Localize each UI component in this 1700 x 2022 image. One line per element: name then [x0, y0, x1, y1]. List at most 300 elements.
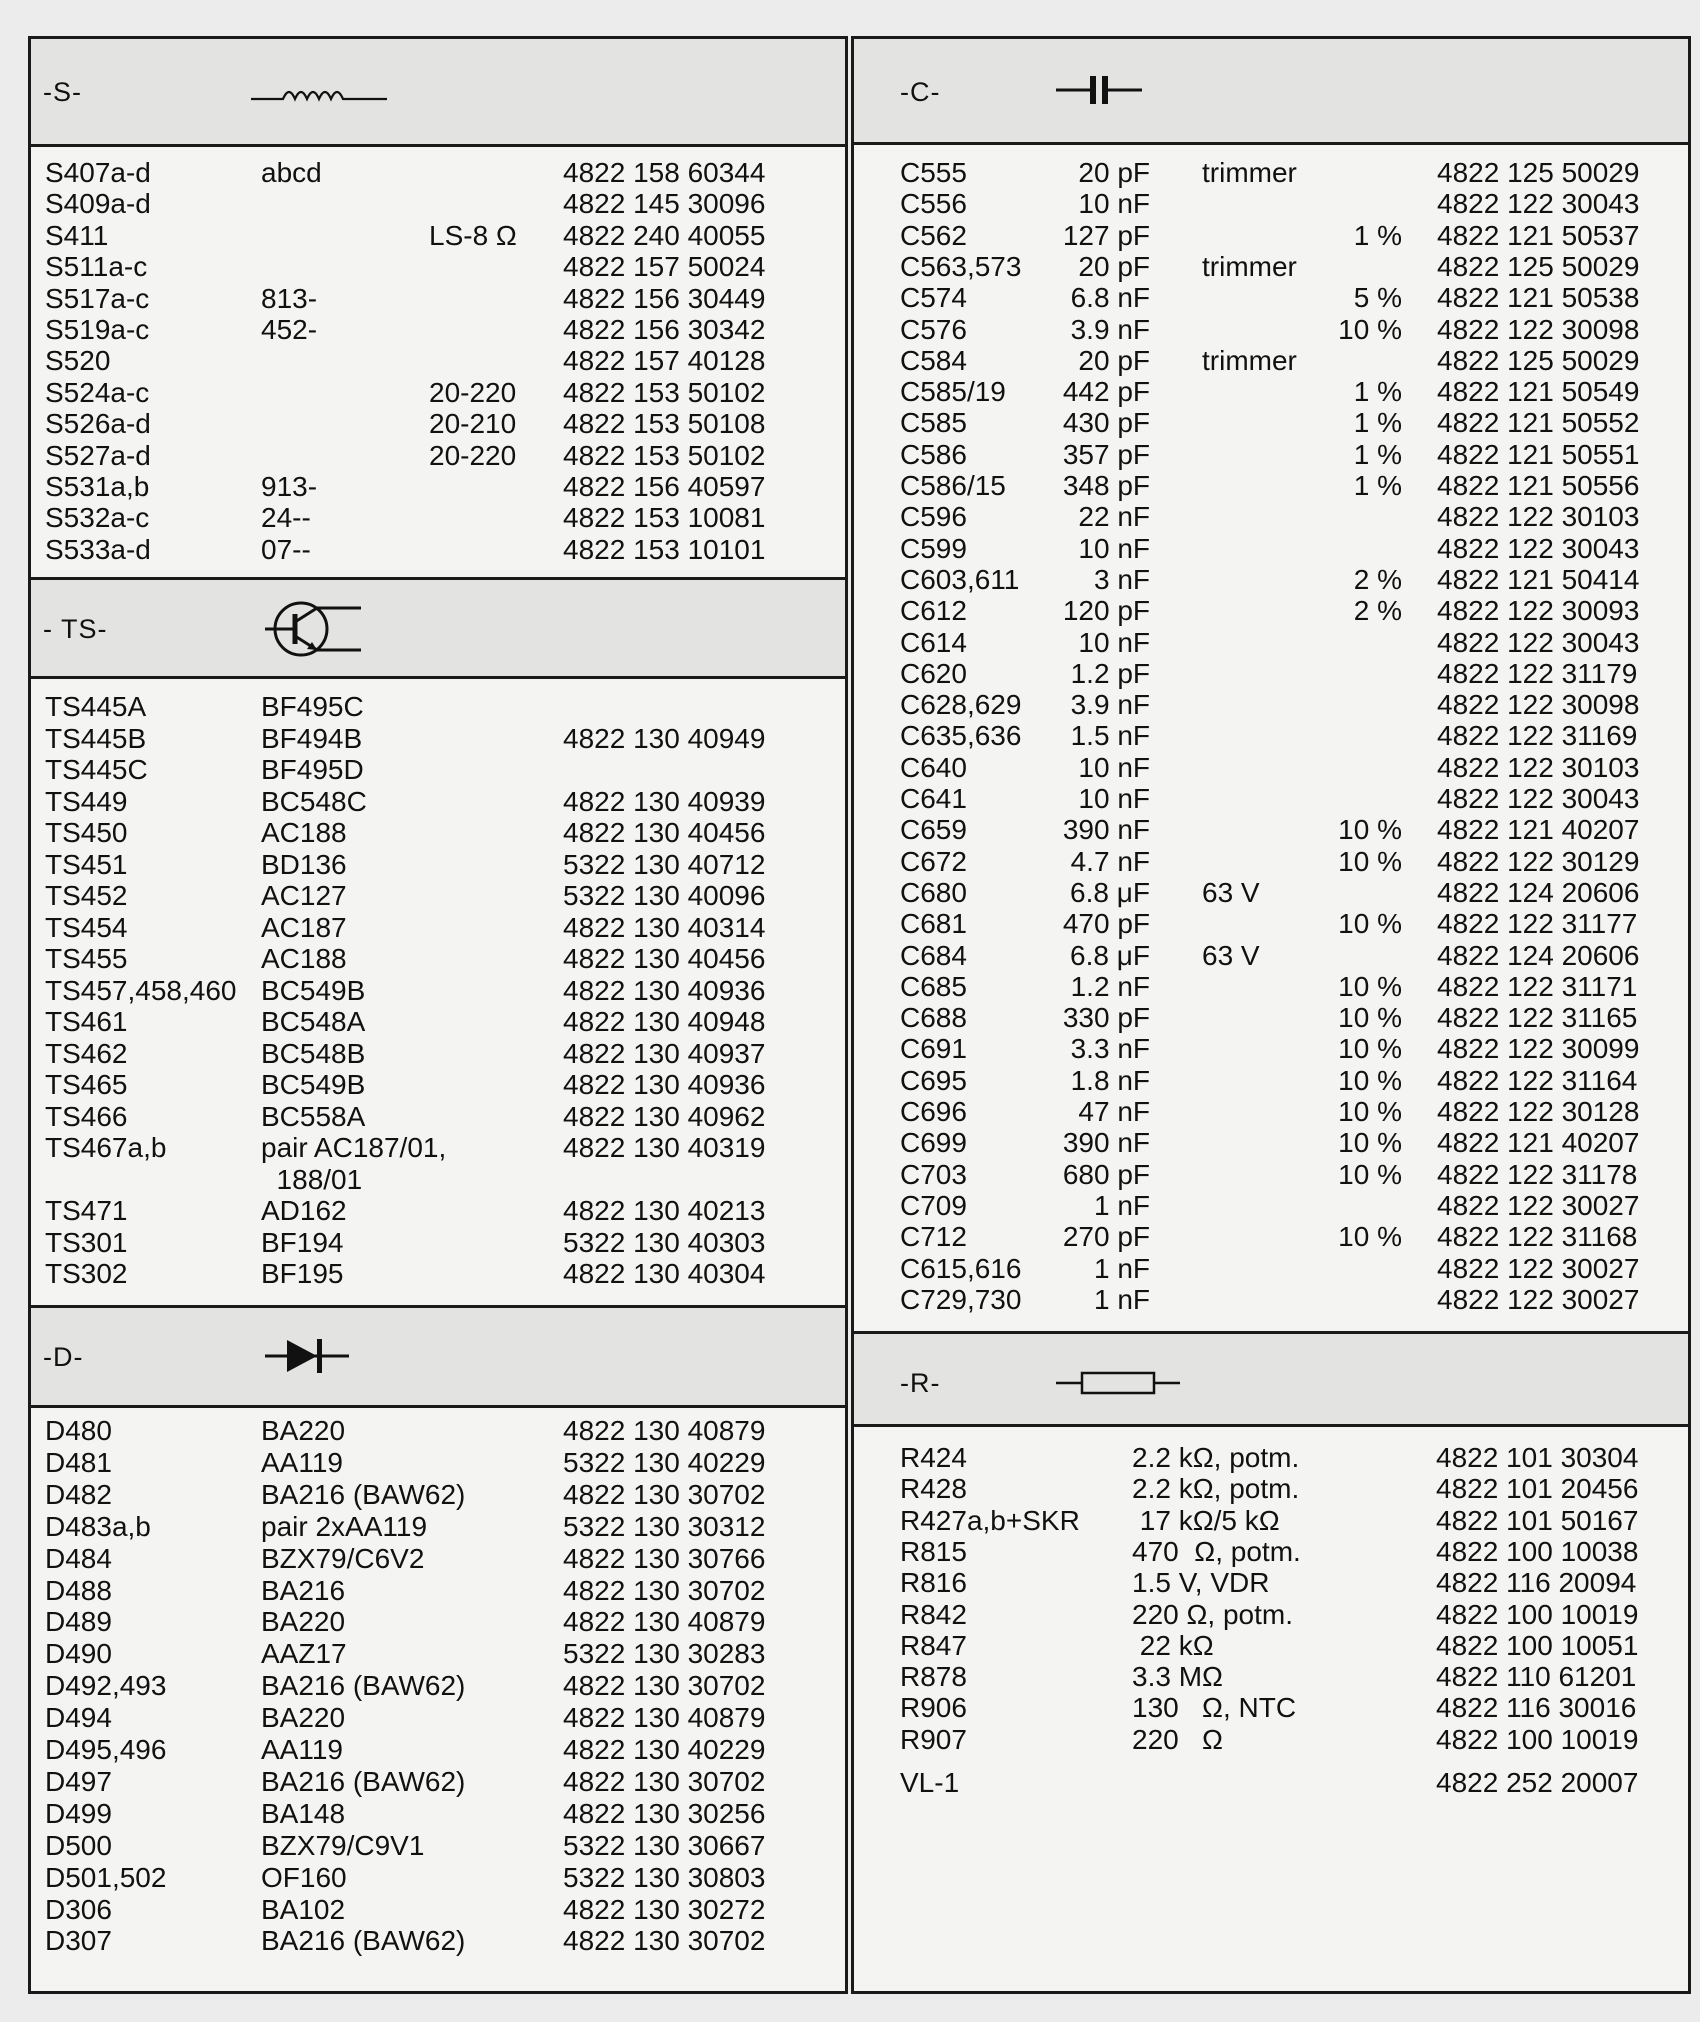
table-row: [854, 1599, 1688, 1631]
table-row: [31, 1511, 845, 1543]
part-reference: C628,629: [900, 689, 1022, 721]
part-reference: D495,496: [45, 1734, 167, 1765]
part-reference: S533a-d: [45, 533, 151, 565]
part-number: 4822 130 40456: [563, 817, 766, 848]
part-value: 22 nF: [1078, 501, 1150, 533]
table-row: [31, 345, 845, 377]
part-number: 4822 130 30702: [563, 1925, 766, 1957]
table-row: [854, 345, 1688, 377]
part-number: 4822 122 30043: [1437, 783, 1640, 814]
part-type: BF495C: [261, 691, 364, 722]
part-number: 4822 122 31169: [1437, 720, 1638, 752]
part-value: 3.3 nF: [1070, 1033, 1150, 1065]
table-row: [31, 502, 845, 534]
part-reference: TS302: [45, 1258, 128, 1289]
table-row: [31, 1638, 845, 1670]
part-reference: D499: [45, 1797, 112, 1829]
part-value: 6.8 μF: [1070, 876, 1150, 908]
part-note: 63 V: [1202, 939, 1260, 971]
part-value: 2.2 kΩ, potm.: [1132, 1442, 1300, 1473]
part-number: 4822 121 50537: [1437, 219, 1640, 251]
table-row: [31, 1258, 845, 1290]
part-reference: D481: [45, 1446, 112, 1478]
part-type: BF495D: [261, 754, 364, 785]
table-row: [854, 188, 1688, 220]
table-row: [31, 440, 845, 472]
table-row: [854, 1692, 1688, 1724]
section-header-diodes: [31, 1305, 845, 1408]
part-tolerance: 10 %: [1338, 313, 1402, 345]
part-reference: D482: [45, 1478, 112, 1510]
part-number: 5322 130 30803: [563, 1861, 766, 1893]
part-value: 3.3 MΩ: [1132, 1661, 1223, 1693]
part-tolerance: 10 %: [1338, 1096, 1402, 1127]
part-type: BA216 (BAW62): [261, 1478, 466, 1510]
part-tolerance: 1 %: [1353, 219, 1402, 251]
part-number: 4822 122 31178: [1437, 1158, 1638, 1190]
part-reference: R815: [900, 1535, 967, 1567]
table-row: [31, 1447, 845, 1479]
part-value: 1.2 pF: [1070, 657, 1150, 689]
part-number: 4822 110 61201: [1436, 1661, 1637, 1693]
part-number: 4822 122 31164: [1437, 1064, 1638, 1096]
part-number: 4822 121 50551: [1437, 438, 1640, 470]
part-value: 10 nF: [1078, 783, 1150, 814]
part-type: 07--: [261, 533, 311, 565]
part-number: 5322 130 30283: [563, 1638, 766, 1670]
part-reference: TS462: [45, 1037, 128, 1069]
table-row: [854, 407, 1688, 439]
table-row: [854, 1661, 1688, 1693]
part-note: trimmer: [1202, 250, 1297, 282]
part-reference: TS445A: [45, 691, 147, 722]
part-number: 4822 122 30027: [1437, 1252, 1640, 1284]
part-value: 10 nF: [1078, 751, 1150, 783]
table-row: [854, 1473, 1688, 1505]
table-row: [31, 1894, 845, 1926]
table-row: [854, 1567, 1688, 1599]
part-number: 4822 122 31168: [1437, 1221, 1638, 1253]
table-row: [31, 1101, 845, 1133]
part-reference: TS450: [45, 817, 128, 848]
part-number: 4822 122 31171: [1437, 970, 1638, 1002]
part-type: AC127: [261, 880, 347, 911]
part-reference: C681: [900, 908, 967, 940]
table-row: [854, 470, 1688, 502]
part-value: 1.5 nF: [1070, 720, 1150, 752]
part-number: 4822 130 40879: [563, 1606, 766, 1638]
part-number: 4822 153 50102: [563, 439, 766, 471]
part-type: AC187: [261, 911, 347, 943]
part-tolerance: 1 %: [1353, 376, 1402, 408]
part-reference: C709: [900, 1189, 967, 1221]
part-number: 4822 240 40055: [563, 219, 766, 251]
table-row: [31, 1766, 845, 1798]
part-number: 4822 156 30449: [563, 282, 766, 314]
part-value: 1 nF: [1093, 1252, 1150, 1284]
transistor-icon: [265, 594, 365, 664]
part-reference: D307: [45, 1925, 112, 1957]
part-reference: C555: [900, 157, 967, 188]
part-type: 24--: [261, 502, 311, 534]
table-row: [31, 251, 845, 283]
part-reference: R878: [900, 1661, 967, 1693]
part-reference: S524a-c: [45, 376, 150, 408]
part-type: 452-: [261, 314, 318, 345]
table-row: [854, 595, 1688, 627]
table-row: [854, 251, 1688, 283]
part-reference: R816: [900, 1567, 967, 1599]
table-row: [854, 627, 1688, 659]
part-reference: TS454: [45, 911, 128, 943]
part-value: 348 pF: [1062, 470, 1150, 501]
part-number: 4822 130 40879: [563, 1415, 766, 1446]
part-number: 4822 124 20606: [1437, 939, 1640, 971]
table-row: [31, 817, 845, 849]
part-type: BA102: [261, 1893, 346, 1925]
part-number: 4822 130 30256: [563, 1797, 766, 1829]
table-row: [31, 283, 845, 315]
part-number: 4822 100 10051: [1436, 1629, 1639, 1661]
part-value: 357 pF: [1062, 438, 1150, 470]
part-number: 4822 130 40936: [563, 974, 766, 1006]
part-type: BA220: [261, 1606, 346, 1638]
part-type: pair 2xAA119: [261, 1510, 428, 1542]
part-reference: TS465: [45, 1069, 128, 1100]
table-row: [854, 1096, 1688, 1128]
table-row: [854, 1505, 1688, 1537]
part-type: BF195: [261, 1258, 344, 1289]
part-tolerance: 1 %: [1353, 438, 1402, 470]
part-reference: C599: [900, 532, 967, 564]
part-reference: C695: [900, 1064, 967, 1096]
part-number: 4822 122 30043: [1437, 532, 1640, 564]
table-row: [854, 564, 1688, 596]
part-number: 4822 153 10101: [563, 533, 766, 565]
table-row: [31, 691, 845, 723]
part-reference: TS466: [45, 1100, 128, 1132]
section-label: -C-: [900, 77, 941, 107]
table-row: [854, 157, 1688, 189]
part-type: BF494B: [261, 722, 363, 754]
part-value: 330 pF: [1062, 1002, 1150, 1034]
table-row: [854, 877, 1688, 909]
part-value: 1.5 V, VDR: [1132, 1567, 1270, 1599]
part-value: 6.8 μF: [1070, 939, 1150, 971]
part-tolerance: 10 %: [1338, 1221, 1402, 1253]
part-number: 4822 130 30766: [563, 1542, 766, 1574]
table-row: [31, 1702, 845, 1734]
part-number: 4822 125 50029: [1437, 344, 1640, 376]
table-row: [31, 880, 845, 912]
table-row: [854, 689, 1688, 721]
section-header-capacitors: [854, 39, 1688, 145]
table-row: [31, 1069, 845, 1101]
part-number: 4822 130 40949: [563, 722, 766, 754]
table-row: [31, 1479, 845, 1511]
part-reference: D500: [45, 1829, 112, 1861]
part-number: 4822 130 40304: [563, 1258, 766, 1289]
part-reference: TS451: [45, 848, 128, 880]
table-row: [31, 1543, 845, 1575]
part-value: 20 pF: [1078, 344, 1150, 376]
part-number: 4822 101 50167: [1436, 1504, 1639, 1536]
table-row: [854, 1630, 1688, 1662]
part-number: 4822 130 30702: [563, 1574, 766, 1606]
part-reference: TS455: [45, 943, 128, 974]
part-reference: R427a,b+SKR: [900, 1504, 1080, 1536]
table-row: [31, 1862, 845, 1894]
part-reference: C612: [900, 595, 967, 627]
part-number: 5322 130 40712: [563, 848, 766, 880]
part-reference: C672: [900, 845, 967, 877]
part-value: 390 nF: [1062, 1127, 1150, 1159]
part-number: 4822 130 40939: [563, 785, 766, 817]
part-reference: D306: [45, 1893, 112, 1925]
section-label: -D-: [43, 1342, 84, 1372]
table-row: [31, 1606, 845, 1638]
part-spec: 20-220: [429, 376, 517, 408]
part-reference: D497: [45, 1765, 112, 1797]
part-number: 4822 121 40207: [1437, 814, 1640, 846]
part-reference: TS449: [45, 785, 128, 817]
part-value: 6.8 nF: [1070, 282, 1150, 314]
part-spec: 20-220: [429, 439, 517, 471]
part-reference: D492,493: [45, 1670, 167, 1702]
part-type: BA148: [261, 1797, 346, 1829]
part-reference: C703: [900, 1158, 967, 1190]
part-reference: C699: [900, 1127, 967, 1159]
part-reference: C688: [900, 1002, 967, 1034]
part-reference: VL-1: [900, 1767, 960, 1798]
table-row: [31, 314, 845, 346]
part-reference: C596: [900, 501, 967, 533]
part-reference: D484: [45, 1542, 112, 1574]
part-type: AA119: [261, 1446, 343, 1478]
table-row: [854, 1190, 1688, 1222]
table-row: [854, 376, 1688, 408]
table-row: [854, 1536, 1688, 1568]
part-reference: C562: [900, 219, 967, 251]
table-row: [31, 1670, 845, 1702]
part-number: 5322 130 40303: [563, 1226, 766, 1258]
part-note: trimmer: [1202, 344, 1297, 376]
table-row: [31, 1227, 845, 1259]
part-value: 3.9 nF: [1070, 313, 1150, 345]
part-reference: S531a,b: [45, 471, 150, 502]
part-number: 4822 252 20007: [1436, 1767, 1639, 1798]
part-reference: C584: [900, 344, 967, 376]
part-reference: R842: [900, 1598, 967, 1630]
part-reference: S407a-d: [45, 157, 151, 188]
part-type: abcd: [261, 157, 322, 188]
part-type: AD162: [261, 1195, 347, 1226]
part-note: 63 V: [1202, 876, 1260, 908]
section-label: - TS-: [43, 614, 108, 644]
part-number: 4822 100 10038: [1436, 1535, 1639, 1567]
part-number: 5322 130 30312: [563, 1510, 766, 1542]
part-reference: C556: [900, 188, 967, 220]
table-row: [854, 1724, 1688, 1756]
part-reference: S517a-c: [45, 282, 150, 314]
table-row: [854, 908, 1688, 940]
part-number: 4822 122 30093: [1437, 595, 1640, 627]
right-parts-panel: [851, 36, 1691, 1994]
part-value: 470 pF: [1062, 908, 1150, 940]
part-reference: C585/19: [900, 376, 1006, 408]
table-row: [854, 752, 1688, 784]
part-type: BC548B: [261, 1037, 366, 1069]
capacitor-icon: [1056, 73, 1142, 107]
part-number: 4822 101 20456: [1436, 1473, 1639, 1505]
part-value: 10 nF: [1078, 626, 1150, 658]
part-type: 188/01: [261, 1163, 363, 1195]
part-type: BD136: [261, 848, 347, 880]
table-row: [854, 971, 1688, 1003]
part-type: BZX79/C9V1: [261, 1829, 425, 1861]
part-tolerance: 10 %: [1338, 1127, 1402, 1159]
table-row: [31, 786, 845, 818]
part-value: 10 nF: [1078, 188, 1150, 220]
part-number: 4822 122 31179: [1437, 657, 1638, 689]
part-number: 4822 158 60344: [563, 157, 766, 188]
part-number: 4822 122 30043: [1437, 188, 1640, 220]
part-type: AA119: [261, 1734, 343, 1765]
part-reference: C574: [900, 282, 967, 314]
table-row: [31, 157, 845, 189]
part-spec: 20-210: [429, 408, 517, 440]
part-number: 4822 116 20094: [1436, 1567, 1637, 1599]
table-row: [854, 1253, 1688, 1285]
table-row: [854, 1767, 1688, 1799]
part-value: 4.7 nF: [1070, 845, 1150, 877]
part-reference: C620: [900, 657, 967, 689]
table-row: [31, 471, 845, 503]
part-number: 4822 157 50024: [563, 251, 766, 283]
part-value: 220 Ω, potm.: [1132, 1598, 1294, 1630]
part-reference: TS467a,b: [45, 1132, 167, 1163]
part-type: BA220: [261, 1415, 346, 1446]
part-reference: S411: [45, 219, 109, 251]
part-number: 4822 130 40213: [563, 1195, 766, 1226]
part-number: 4822 122 31177: [1437, 908, 1638, 940]
part-reference: TS445B: [45, 722, 147, 754]
part-tolerance: 5 %: [1353, 282, 1402, 314]
part-number: 4822 130 40962: [563, 1100, 766, 1132]
table-row: [31, 377, 845, 409]
table-row: [854, 314, 1688, 346]
part-reference: C615,616: [900, 1252, 1022, 1284]
table-row: [854, 439, 1688, 471]
part-reference: R906: [900, 1692, 967, 1724]
part-number: 4822 122 30098: [1437, 313, 1640, 345]
part-number: 4822 157 40128: [563, 345, 766, 377]
table-row: [31, 912, 845, 944]
part-reference: TS461: [45, 1006, 128, 1037]
table-row: [854, 501, 1688, 533]
part-tolerance: 10 %: [1338, 1002, 1402, 1034]
part-reference: S532a-c: [45, 502, 150, 534]
part-type: 813-: [261, 282, 318, 314]
part-reference: D488: [45, 1574, 112, 1606]
part-number: 4822 121 50414: [1437, 563, 1640, 595]
part-reference: R428: [900, 1473, 967, 1505]
part-number: 4822 153 10081: [563, 502, 766, 534]
part-number: 4822 100 10019: [1436, 1723, 1639, 1755]
part-number: 4822 100 10019: [1436, 1598, 1639, 1630]
table-row: [31, 408, 845, 440]
table-row: [31, 1734, 845, 1766]
part-value: 390 nF: [1062, 814, 1150, 846]
part-reference: S520: [45, 345, 111, 377]
part-type: BC548C: [261, 785, 367, 817]
part-value: 20 pF: [1078, 250, 1150, 282]
part-number: 4822 130 30702: [563, 1670, 766, 1702]
part-value: 1 nF: [1093, 1189, 1150, 1221]
part-value: 20 pF: [1078, 157, 1150, 188]
part-reference: D501,502: [45, 1861, 167, 1893]
part-number: 4822 153 50108: [563, 408, 766, 440]
table-row: [854, 1221, 1688, 1253]
part-number: 5322 130 30667: [563, 1829, 766, 1861]
table-row: [854, 940, 1688, 972]
part-number: 4822 130 40948: [563, 1006, 766, 1037]
part-tolerance: 10 %: [1338, 845, 1402, 877]
part-reference: C680: [900, 876, 967, 908]
part-reference: C603,611: [900, 563, 1020, 595]
table-row: [31, 849, 845, 881]
part-reference: D490: [45, 1638, 112, 1670]
table-row: [854, 1127, 1688, 1159]
part-value: 3 nF: [1093, 563, 1150, 595]
part-reference: C586/15: [900, 470, 1006, 501]
part-reference: TS452: [45, 880, 128, 911]
part-value: 430 pF: [1062, 407, 1150, 439]
part-type: BF194: [261, 1226, 344, 1258]
part-value: 3.9 nF: [1070, 689, 1150, 721]
part-tolerance: 2 %: [1353, 595, 1402, 627]
table-row: [854, 220, 1688, 252]
table-row: [854, 1002, 1688, 1034]
part-reference: R847: [900, 1629, 967, 1661]
part-value: 1.2 nF: [1070, 970, 1150, 1002]
table-row: [31, 188, 845, 220]
part-spec: LS-8 Ω: [429, 219, 517, 251]
part-number: 4822 130 40936: [563, 1069, 766, 1100]
part-reference: C691: [900, 1033, 967, 1065]
section-label: -R-: [900, 1368, 941, 1398]
table-row: [31, 1038, 845, 1070]
part-type: 913-: [261, 471, 318, 502]
part-number: 4822 130 40456: [563, 943, 766, 974]
part-value: 680 pF: [1062, 1158, 1150, 1190]
part-tolerance: 10 %: [1338, 1033, 1402, 1065]
part-number: 4822 125 50029: [1437, 157, 1640, 188]
table-row: [31, 975, 845, 1007]
section-header-switches: [31, 39, 845, 147]
table-row: [31, 220, 845, 252]
part-value: 120 pF: [1062, 595, 1150, 627]
part-number: 4822 156 30342: [563, 314, 766, 345]
part-number: 4822 122 30129: [1437, 845, 1640, 877]
part-reference: R907: [900, 1723, 967, 1755]
table-row: [31, 943, 845, 975]
part-number: 4822 101 30304: [1436, 1442, 1639, 1473]
table-row: [854, 1033, 1688, 1065]
part-number: 4822 122 31165: [1437, 1002, 1638, 1034]
part-number: 4822 153 50102: [563, 376, 766, 408]
part-type: BZX79/C6V2: [261, 1542, 425, 1574]
